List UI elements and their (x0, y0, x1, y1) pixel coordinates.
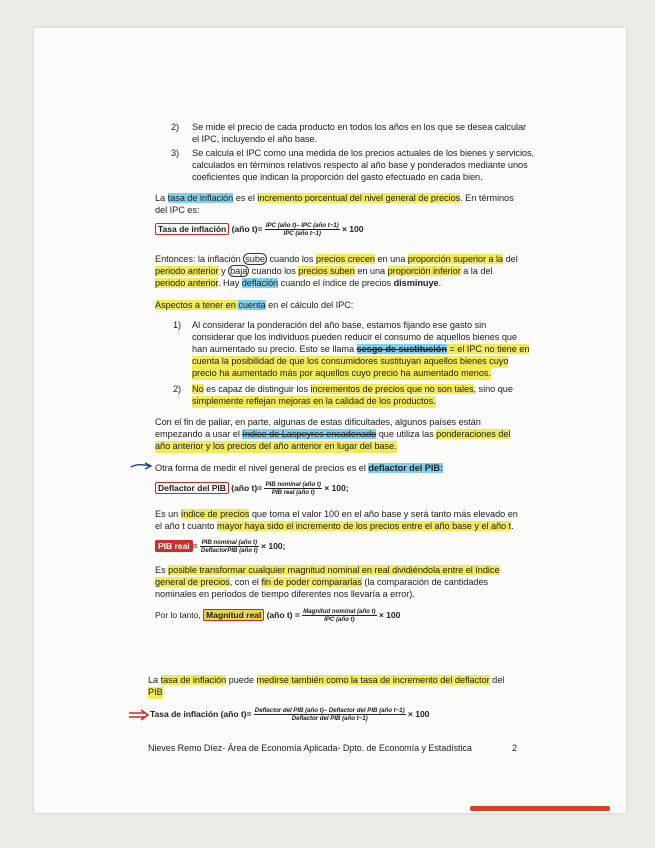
highlight-yellow: periodo anterior (155, 266, 219, 276)
formula-label: Tasa de inflación (año t)= (150, 709, 252, 720)
numerator: PIB nominal (año t) (201, 539, 258, 546)
denominator: IPC (año t−1) (283, 230, 321, 238)
boxed-label: Deflactor del PIB (155, 482, 229, 494)
list-number: 3) (171, 148, 180, 158)
highlight-blue: deflación (241, 278, 279, 288)
text: han aumentado su precio. Esto se llama (192, 344, 357, 354)
fraction (265, 222, 340, 238)
highlight-blue: cuenta (238, 300, 266, 310)
text: empezando a usar el (155, 429, 243, 439)
highlight-yellow: fin de poder compararlas (261, 577, 362, 587)
highlight-yellow: posible transformar cualquier magnitud nominal en real dividiéndola entre el índice (168, 565, 500, 575)
highlight-blue: sesgo de sustitución (356, 344, 447, 354)
formula-eq: = (192, 541, 198, 552)
text: Otra forma de medir el nivel general de precios es el (155, 463, 369, 473)
highlight-yellow: periodo anterior (155, 278, 219, 288)
formula-tasa-inflacion (155, 222, 363, 238)
formula-paren: (año t)= (229, 224, 263, 235)
paragraph-paliar-l2 (155, 429, 510, 441)
denominator: PIB real (año t) (271, 489, 315, 497)
list-item-text: coeficientes que indican la proporción del gasto efectuado en cada bien. (192, 172, 483, 182)
boxed-label: Magnitud real (203, 609, 264, 621)
boxed-label: Tasa de inflación (155, 223, 229, 235)
text: Por lo tanto, (155, 610, 204, 621)
paragraph-line: Con el fin de paliar, en parte, algunas de estas dificultades, algunos países están (155, 417, 481, 427)
highlight-yellow: ponderaciones del (436, 429, 511, 439)
highlight-yellow: general de precios (155, 577, 230, 587)
text: La (148, 675, 161, 685)
highlight-yellow: = el IPC no tiene en (446, 344, 530, 354)
numerator: Magnitud nominal (año t) (303, 608, 376, 615)
formula-tail: × 100; (261, 541, 286, 552)
paragraph-entonces-l2 (155, 266, 492, 278)
highlight-yellow: medirse también como la tasa de incremento del deflactor (256, 675, 490, 685)
text: el año t cuanto (155, 521, 218, 531)
text: (la comparación de cantidades (361, 577, 489, 587)
text: Es (155, 565, 169, 575)
list-item-text: Se mide el precio de cada producto en todos los años en los que se desea calcular (192, 122, 527, 132)
highlight-yellow: mayor haya sido el incremento de los precios entre el año base y el año t (217, 521, 512, 531)
formula-paren: (año t)= (228, 483, 263, 494)
text: cuando los (266, 254, 316, 264)
list-item-text: precio ha aumentado más por aquellos cuyo precio ha aumentado menos. (192, 368, 491, 378)
highlight-blue: tasa de inflación (167, 193, 234, 203)
highlight-blue: deflactor del PIB: (368, 463, 443, 473)
formula-magnitud-real (155, 608, 400, 624)
list-item-text: Al considerar la ponderación del año base, estamos fijando ese gasto sin (192, 320, 487, 330)
paragraph-line: año anterior y los precios del año anterior en lugar del base. (155, 441, 397, 451)
fraction (264, 481, 321, 497)
formula-tasa-deflactor (150, 707, 429, 723)
fraction (254, 707, 406, 723)
text: . En términos (460, 193, 514, 203)
red-marker-strip (470, 806, 610, 811)
paragraph-aspectos (155, 300, 353, 312)
hand-drawn-arrow-icon (130, 461, 154, 471)
highlight-yellow: proporción superior a la (407, 254, 504, 264)
paragraph-line: PIB (148, 687, 163, 697)
footer-text: Nieves Remo Díez- Área de Economía Aplicada- Dpto. de Economía y Estadística (148, 743, 472, 753)
highlight-yellow: tasa de inflación (160, 675, 227, 685)
text: del (489, 675, 505, 685)
list-item-text-l3 (192, 344, 529, 356)
paragraph-final-l1 (148, 675, 504, 687)
text: es capaz de distinguir los (203, 384, 311, 394)
list-item-text-l1 (192, 384, 513, 396)
numerator: PIB nominal (año t) (265, 481, 321, 488)
paragraph-entonces-l1 (155, 254, 518, 266)
paragraph-entonces-l3 (155, 278, 441, 290)
paragraph-indice-l2 (155, 521, 514, 533)
text: Entonces: la inflación (155, 254, 244, 264)
paragraph-indice-l1 (155, 509, 518, 521)
text: en una (374, 254, 408, 264)
highlight-yellow: Aspectos a tener en (155, 300, 239, 310)
numerator: IPC (año t)– IPC (año t−1) (265, 222, 339, 229)
text: , sino que (473, 384, 513, 394)
paragraph-posible-l2 (155, 577, 488, 589)
formula-tail: × 100 (378, 610, 401, 621)
highlight-yellow: No (192, 384, 204, 394)
list-item-text: el IPC, incluyendo el año base. (192, 134, 318, 144)
numerator: Deflactor del PIB (año t)– Deflactor del PIB (año t−1) (254, 707, 405, 714)
list-item-text: calculados en términos relativos respecto al año base y ponderados mediante unos (192, 160, 528, 170)
highlight-yellow: proporción inferior (387, 266, 461, 276)
list-number: 1) (173, 320, 182, 330)
highlight-blue: índice de Laspeyres encadenado (242, 429, 377, 439)
text: en el cálculo del IPC: (265, 300, 354, 310)
paragraph-line: del IPC es: (155, 205, 200, 215)
circled-word: baja (230, 266, 248, 276)
text: es el (233, 193, 258, 203)
text: cuando los (249, 266, 299, 276)
formula-tail: × 100; (324, 483, 349, 494)
text: del (503, 254, 518, 264)
text: a la del (460, 266, 493, 276)
list-number: 2) (171, 122, 180, 132)
formula-pib-real (155, 539, 285, 555)
highlight-yellow: incremento porcentual del nivel general de precios (257, 193, 461, 203)
text: , con el (229, 577, 262, 587)
text: . (511, 521, 514, 531)
text: puede (226, 675, 257, 685)
text: cuando el índice de precios (278, 278, 394, 288)
list-item-text: considerar que los individuos pueden reducir el consumo de aquellos bienes que (192, 332, 518, 342)
paragraph-line: nominales en periodos de tiempo diferentes nos llevaría a error). (155, 589, 415, 599)
paragraph-posible-l1 (155, 565, 500, 577)
denominator: DeflactorPIB (año t) (200, 547, 258, 555)
formula-deflactor (155, 481, 349, 497)
formula-paren: (año t) = (264, 610, 300, 621)
list-item-text: Se calcula el IPC como una medida de los precios actuales de los bienes y servicios, (192, 148, 535, 158)
fraction (302, 608, 376, 624)
text: y (218, 266, 229, 276)
text: La (155, 193, 168, 203)
highlight-yellow: índice de precios (180, 509, 250, 519)
text: que toma el valor 100 en el año base y será tanto más elevado en (249, 509, 518, 519)
page-number: 2 (512, 743, 517, 753)
highlight-yellow: incrementos de precios que no son tales (310, 384, 474, 394)
formula-tail: × 100 (407, 709, 430, 720)
list-number: 2) (173, 384, 182, 394)
highlight-yellow: precios suben (298, 266, 355, 276)
text: . (438, 278, 442, 288)
highlight-yellow: precios crecen (315, 254, 375, 264)
text: en una (354, 266, 388, 276)
paragraph-tasa (155, 193, 514, 205)
denominator: IPC (año t) (324, 616, 355, 624)
list-item-text: cuenta la posibilidad de que los consumidores sustituyan aquellos bienes cuyo (192, 356, 509, 366)
denominator: Deflactor del PIB (año t−1) (291, 715, 368, 723)
text: Es un (155, 509, 181, 519)
text: que utiliza las (376, 429, 437, 439)
red-arrow-icon (128, 709, 150, 721)
paragraph-otra (155, 463, 443, 475)
boxed-label: PIB real (155, 540, 193, 552)
fraction (200, 539, 259, 555)
bold-text: disminuye (393, 278, 439, 288)
text: . Hay (218, 278, 242, 288)
formula-tail: × 100 (341, 224, 364, 235)
circled-word: sube (245, 254, 265, 264)
list-item-text: simplemente reflejan mejoras en la calidad de los productos. (192, 396, 436, 406)
